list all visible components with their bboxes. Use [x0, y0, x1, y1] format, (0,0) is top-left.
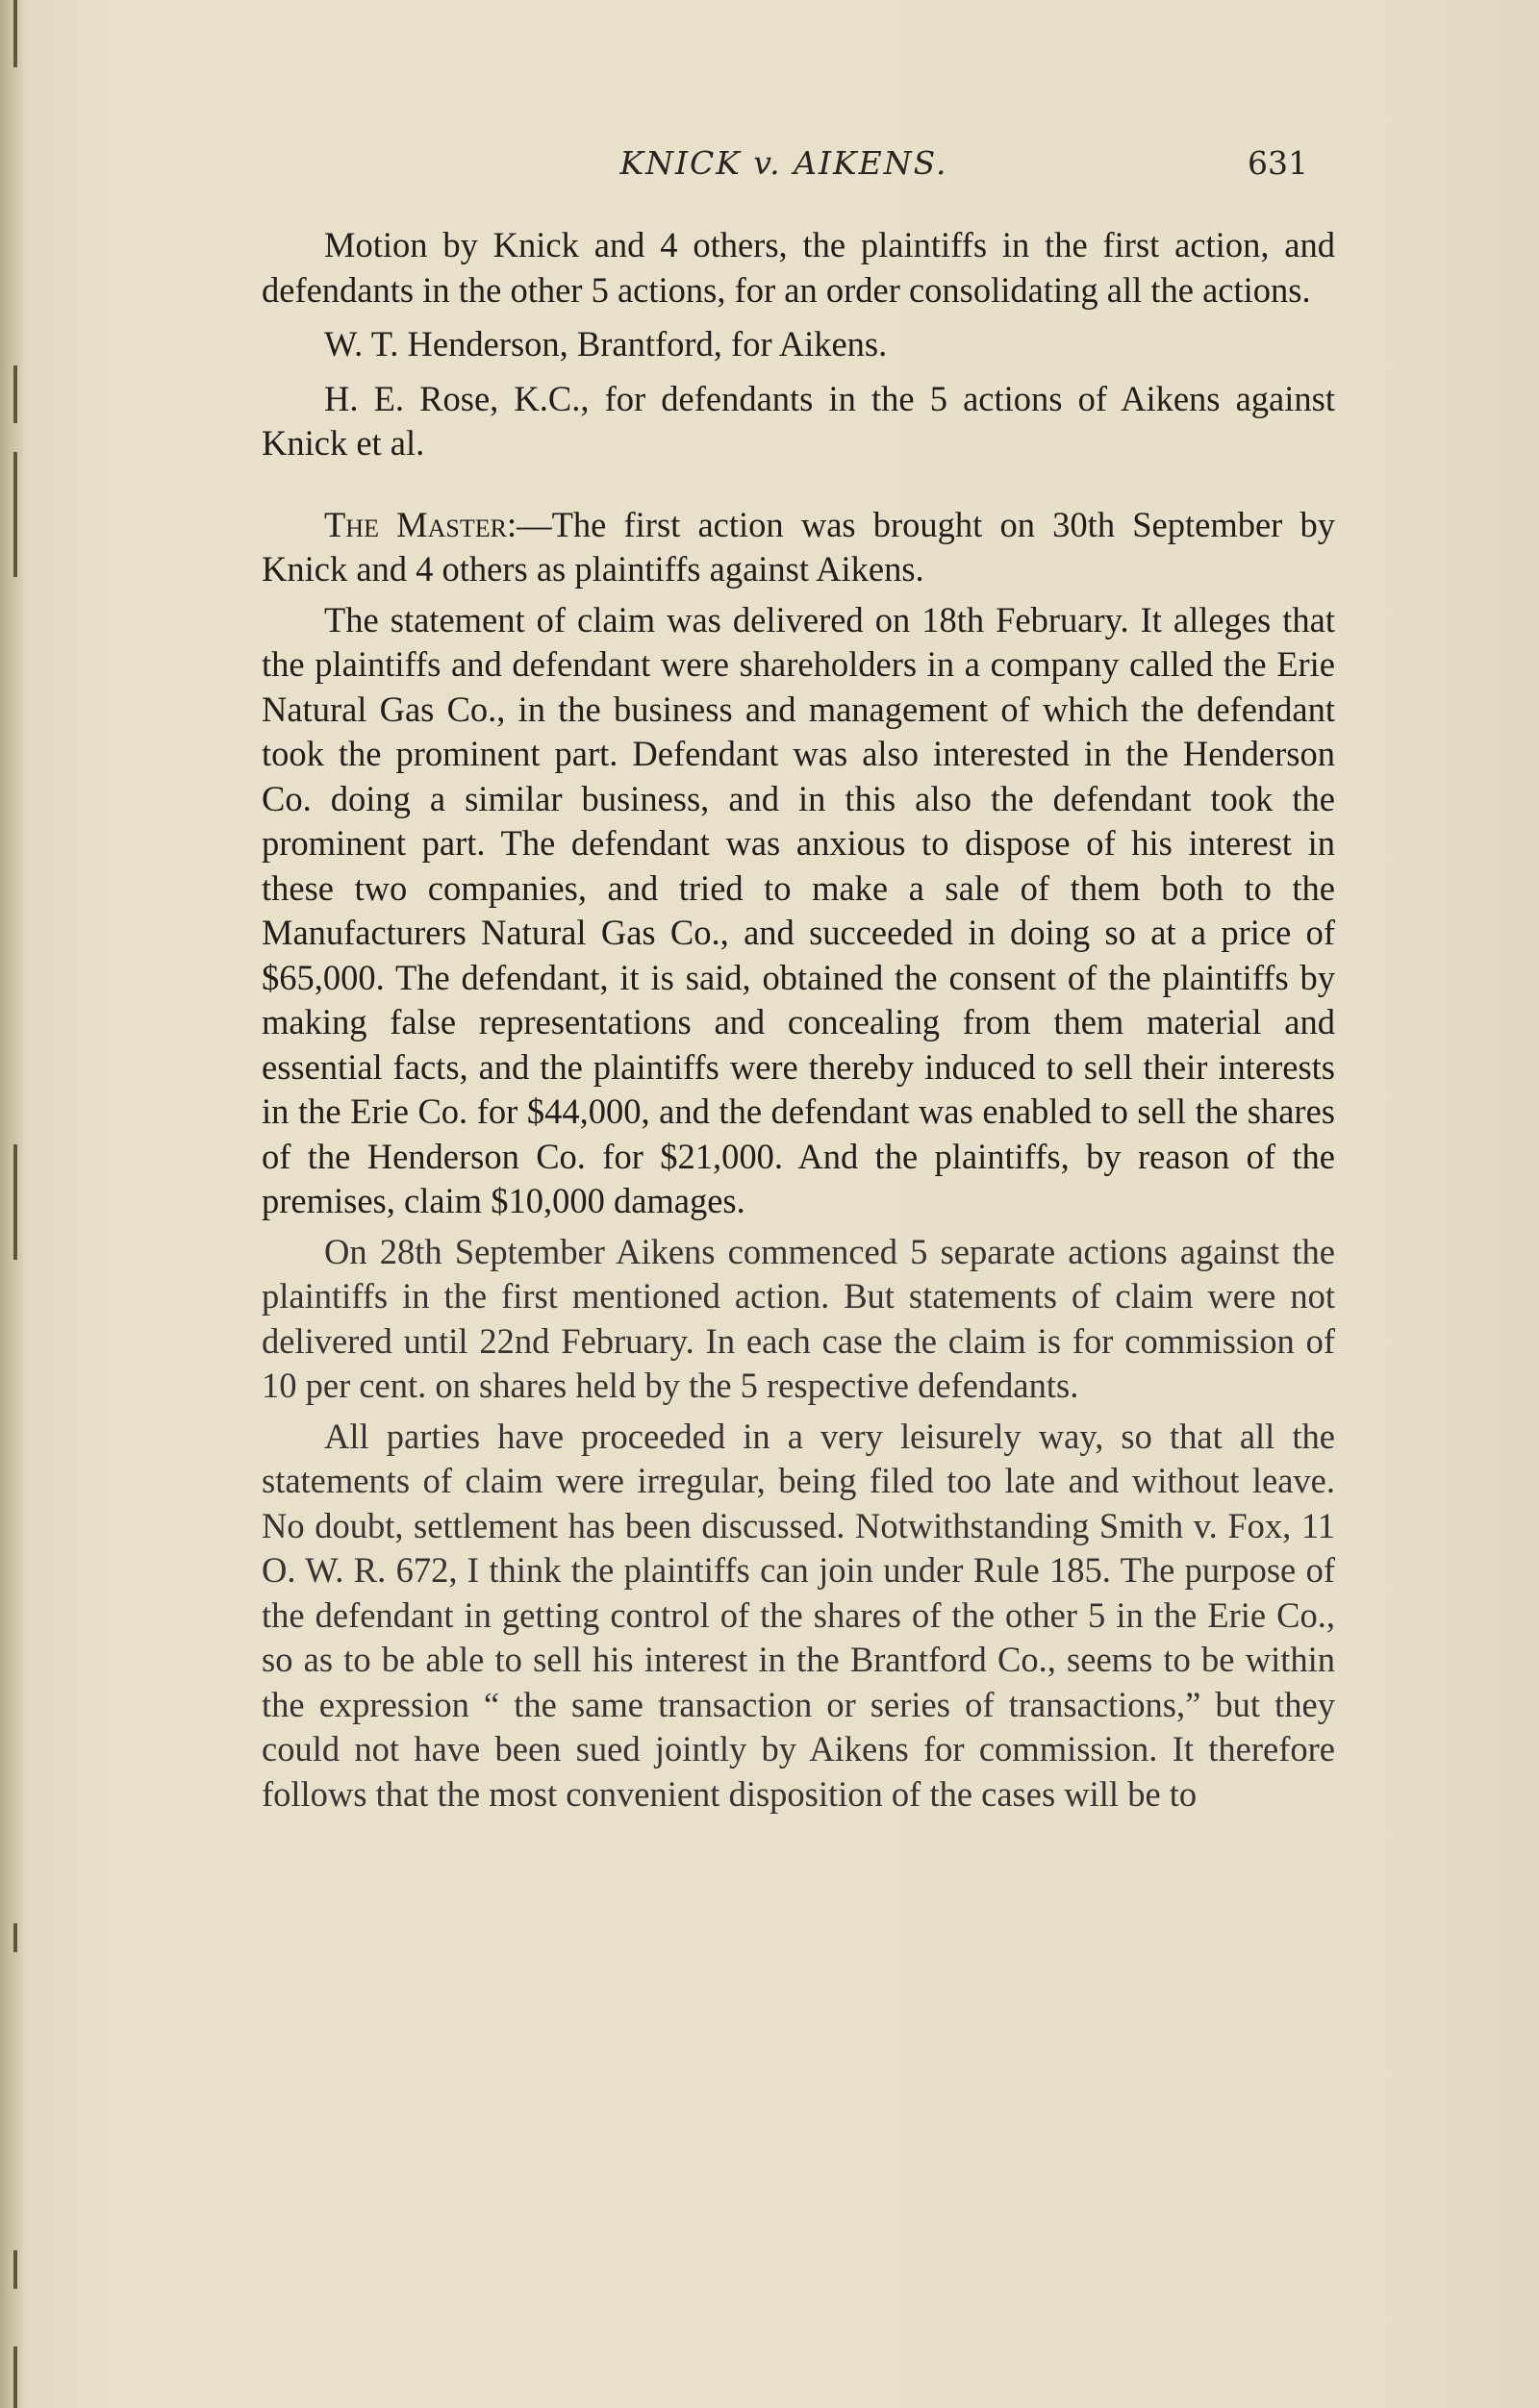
judgment-paragraph: All parties have proceeded in a very leisurely way, so that all the statements of claim were irregular, being filed too late and without leave. No doubt, settlement has been discussed. Notwithstanding Smith v. Fox, 11 O. W. R. 672, I think the plaintiffs can join under Rule 185. The purpose of the defendant in getting control of the shares of the other 5 in the Erie Co., so as to be able to sell his interest in the Brantford Co., seems to be within the expression “ the same transaction or series of transactions,” but they could not have been sued jointly by Aikens for commission. It therefore follows that the most convenient disposition of the cases will be to — [262, 1416, 1335, 1814]
binding-mark — [13, 1923, 17, 1952]
binding-edge — [0, 0, 25, 2408]
running-title: KNICK v. AIKENS. — [619, 144, 948, 182]
judgment-paragraph: The statement of claim was delivered on 18th February. It alleges that the plaintiffs and defendant were shareholders in a company called the Erie Natural Gas Co., in the business and management of which the defendant took the prominent part. Defendant was also interested in the Henderson Co. doing a similar business, and in this also the defendant took the prominent part. The defendant was anxious to dispose of his interest in these two companies, and tried to make a sale of them both to the Manufacturers Natural Gas Co., and succeeded in doing so at a price of $65,000. The defendant, it is said, obtained the consent of the plaintiffs by making false representations and concealing from them material and essential facts, and the plaintiffs were thereby induced to sell their interests in the Erie Co. for $44,000, and the defendant was enabled to sell the shares of the Henderson Co. for $21,000. And the plaintiffs, by reason of the premises, claim $10,000 damages. — [262, 599, 1335, 1220]
page-number: 631 — [1248, 144, 1308, 182]
binding-mark — [13, 452, 17, 577]
counsel-line: W. T. Henderson, Brantford, for Aikens. — [324, 324, 888, 364]
counsel-line: H. E. Rose, K.C., for defendants in the 5 actions of Aikens against Knick et al. — [262, 378, 1335, 463]
opening-text: :—The first action was brought on 30th September by Knick and 4 others as plaintiffs against Aikens. — [262, 504, 1336, 589]
running-head — [260, 144, 1308, 192]
binding-mark — [13, 1144, 17, 1260]
judgment-paragraph: On 28th September Aikens commenced 5 separate actions against the plaintiffs in the first mentioned action. But statements of claim were not delivered until 22nd February. In each case the claim is for commission of 10 per cent. on shares held by the 5 respective defendants. — [262, 1231, 1335, 1405]
motion-paragraph: Motion by Knick and 4 others, the plaintiffs in the first action, and defendants in the other 5 actions, for an order consolidating all the actions. — [262, 225, 1335, 310]
binding-mark — [13, 0, 17, 67]
judge-name: The Master — [324, 504, 507, 544]
binding-mark — [13, 2250, 17, 2289]
judgment-opening — [262, 503, 1335, 592]
binding-mark — [13, 365, 17, 423]
binding-mark — [13, 2346, 17, 2408]
body-text — [262, 223, 1335, 1817]
